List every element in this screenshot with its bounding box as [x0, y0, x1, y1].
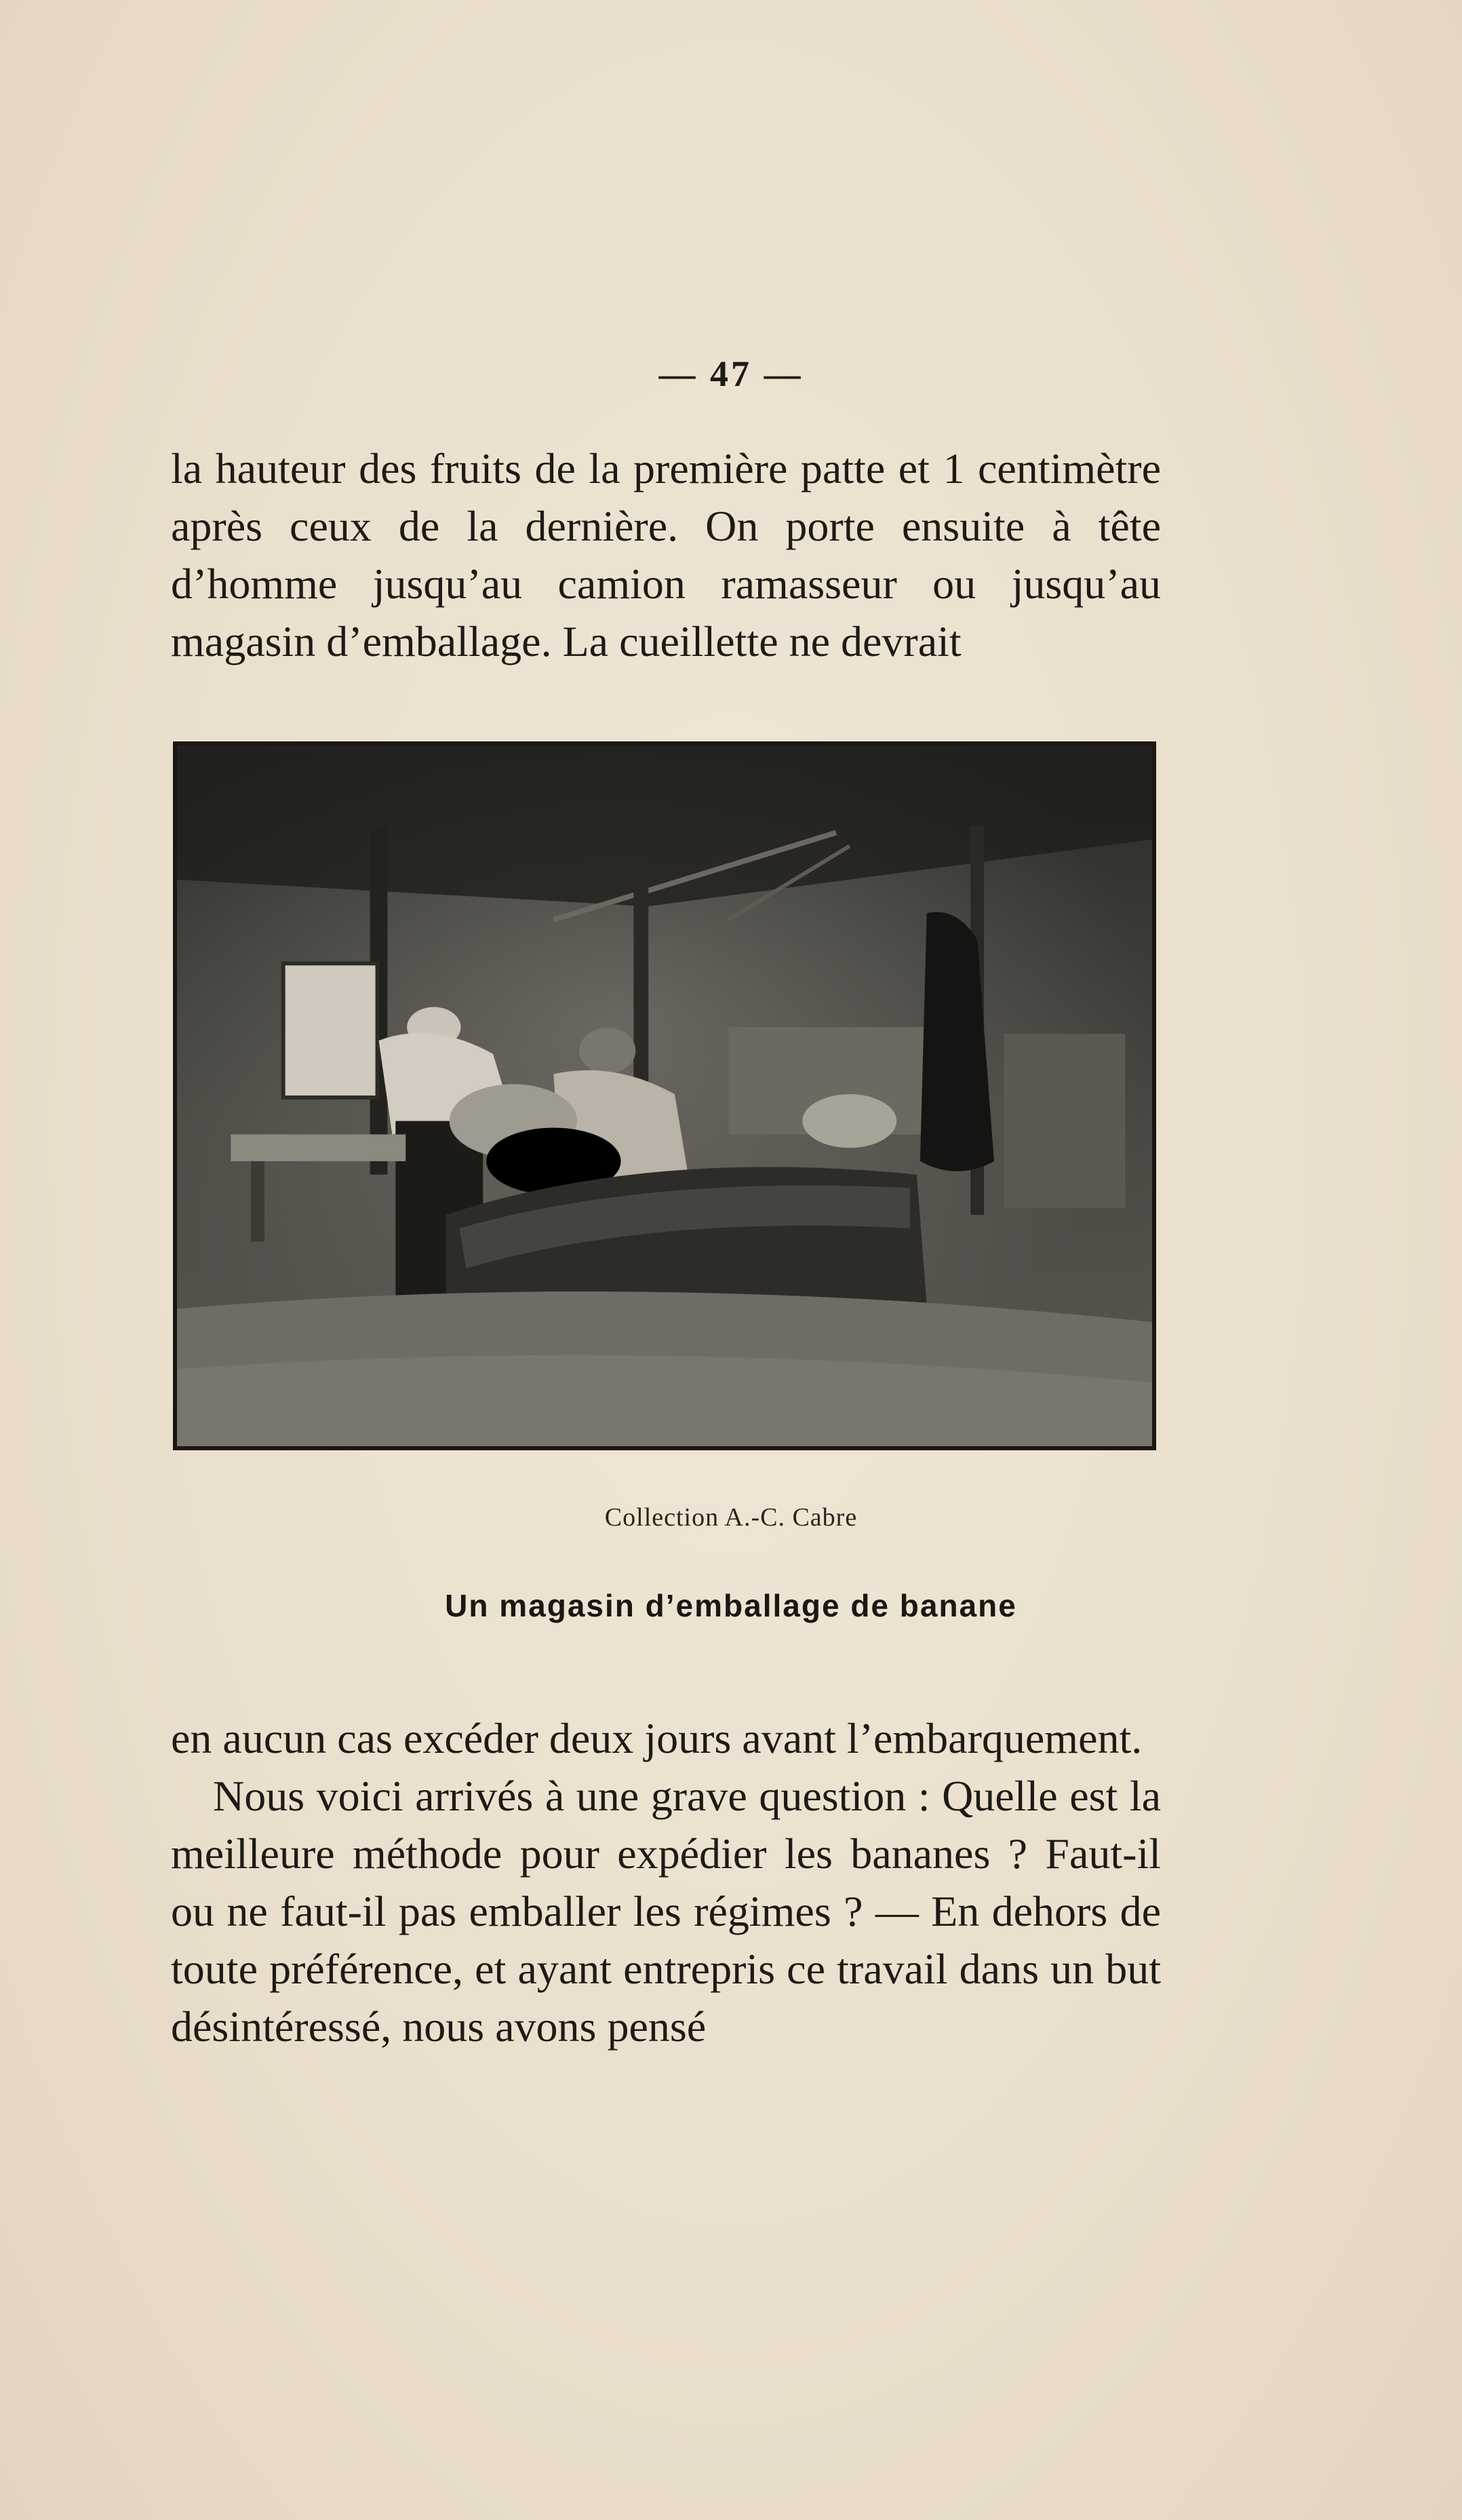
paragraph: Nous voici arrivés à une grave question : Quelle est la meilleure méthode pour expédier les bananes ? Faut-il ou ne faut-il pas emballer les régimes ? — En dehors de toute préférence, et ayant entrepris ce travail dans un but désintéressé, nous avons pensé [171, 1772, 1161, 2051]
photograph [173, 741, 1156, 1450]
paragraph: la hauteur des fruits de la première patte et 1 centimètre après ceux de la dernière. On porte ensuite à tête d’homme jusqu’au camion ramasseur ou jusqu’au magasin d’emballage. La cueillette ne devrait [171, 444, 1161, 665]
body-text-top [171, 440, 1161, 670]
packing-shed-photo [177, 745, 1152, 1446]
page-number: — 47 — [658, 353, 804, 394]
paragraph: en aucun cas excéder deux jours avant l’embarquement. [171, 1714, 1143, 1762]
body-text-bottom [171, 1709, 1161, 2055]
photo-credit: Collection A.-C. Cabre [604, 1503, 858, 1532]
figure-caption: Un magasin d’emballage de banane [445, 1588, 1017, 1623]
